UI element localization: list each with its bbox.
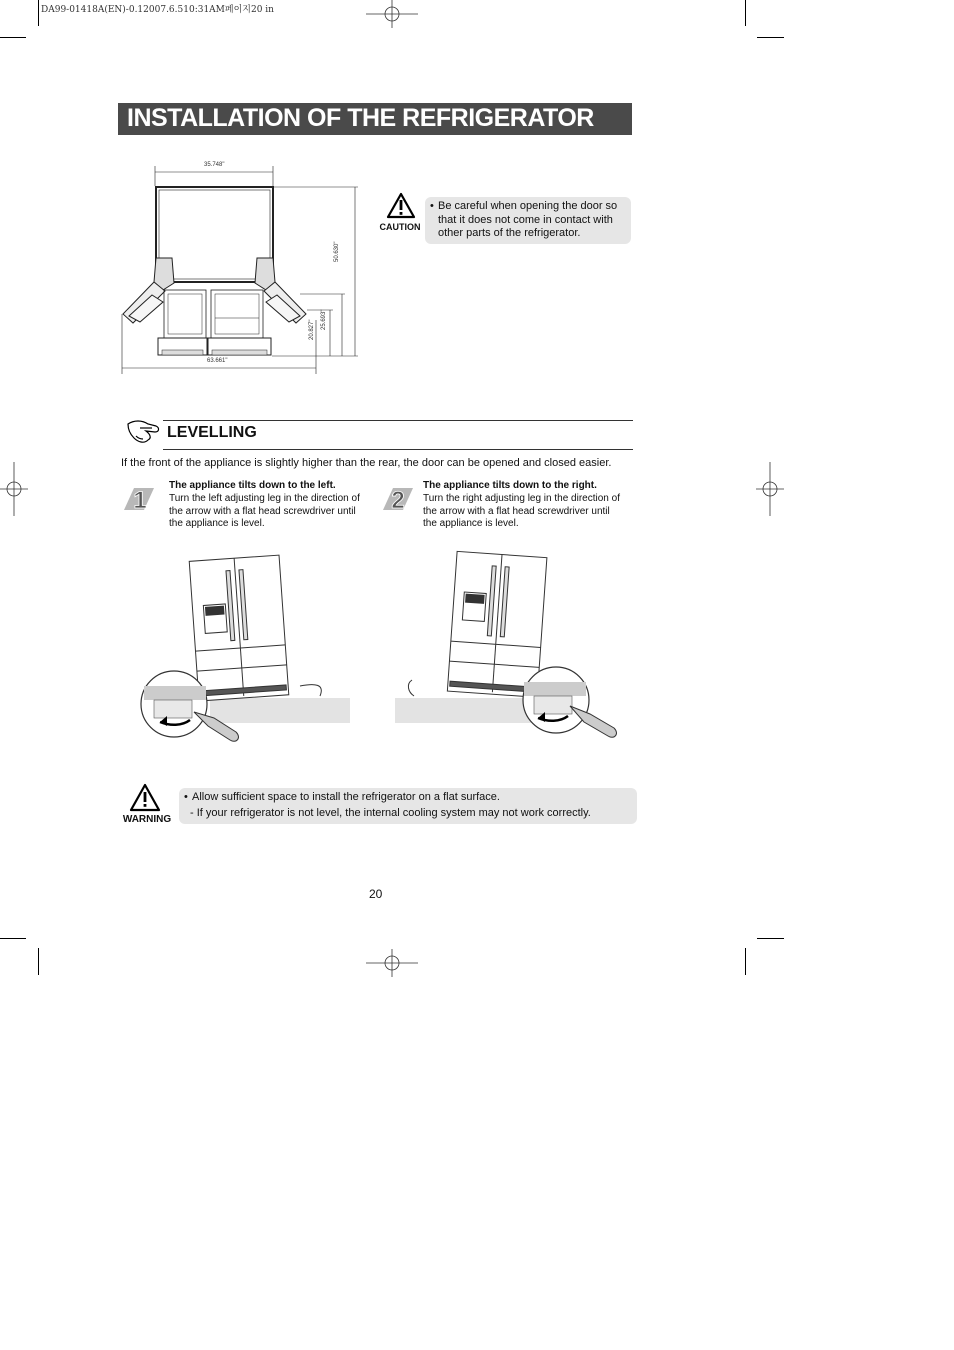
- step-1-number-badge: [122, 484, 156, 512]
- step-1-text: [169, 480, 379, 531]
- dimension-depth-door-open: 25.693": [321, 309, 327, 330]
- dimension-width-open: 63.661": [207, 358, 228, 364]
- warning-line-2: - If your refrigerator is not level, the internal cooling system may not work correctly.: [190, 806, 591, 819]
- step-2-line-2: the arrow with a flat head screwdriver until: [423, 505, 610, 517]
- step-1-line-2: the arrow with a flat head screwdriver until: [169, 505, 356, 517]
- dimension-width-closed: 35.748": [204, 162, 225, 168]
- section-rule-top: [163, 420, 633, 421]
- section-title-levelling: LEVELLING: [167, 424, 257, 441]
- warning-label: WARNING: [122, 814, 172, 825]
- section-rule-bottom: [163, 449, 633, 450]
- step-2-levelling-illustration: [392, 546, 632, 746]
- caution-line-1: Be careful when opening the door so: [438, 200, 618, 212]
- step-2-line-3: the appliance is level.: [423, 518, 519, 529]
- step-2-number-badge: [381, 484, 415, 512]
- caution-line-3: other parts of the refrigerator.: [438, 227, 581, 239]
- page-number: 20: [369, 887, 383, 901]
- step-1-title: The appliance tilts down to the left.: [169, 480, 336, 491]
- levelling-intro: If the front of the appliance is slightly higher than the rear, the door can be opened and closed easier.: [121, 457, 612, 469]
- step-1-line-3: the appliance is level.: [169, 518, 265, 529]
- step-2-text: [423, 480, 633, 531]
- step-1-number: 1: [133, 487, 147, 514]
- warning-line-1: Allow sufficient space to install the refrigerator on a flat surface.: [192, 791, 500, 803]
- step-1-line-1: Turn the left adjusting leg in the direction of: [169, 493, 360, 504]
- caution-label: CAUTION: [379, 222, 421, 232]
- step-2-title: The appliance tilts down to the right.: [423, 480, 597, 491]
- warning-triangle-icon: [129, 783, 161, 813]
- caution-note: [425, 197, 631, 244]
- step-2-line-1: Turn the right adjusting leg in the direction of: [423, 493, 620, 504]
- step-2-number: 2: [391, 487, 405, 514]
- step-1-levelling-illustration: [130, 548, 370, 748]
- caution-bullet: •: [430, 200, 434, 212]
- page-title: INSTALLATION OF THE REFRIGERATOR: [127, 104, 594, 132]
- caution-triangle-icon: [386, 192, 416, 220]
- dimension-depth-drawer: 20.827": [309, 319, 315, 340]
- dimension-depth-total: 50.630": [334, 241, 340, 262]
- warning-note: [179, 788, 637, 824]
- caution-line-2: that it does not come in contact with: [438, 213, 613, 226]
- hand-pointer-icon: [126, 418, 162, 450]
- warning-bullet: •: [184, 791, 188, 803]
- print-file-info: DA99-01418A(EN)-0.12007.6.510:31AM페이지20 in: [41, 5, 274, 15]
